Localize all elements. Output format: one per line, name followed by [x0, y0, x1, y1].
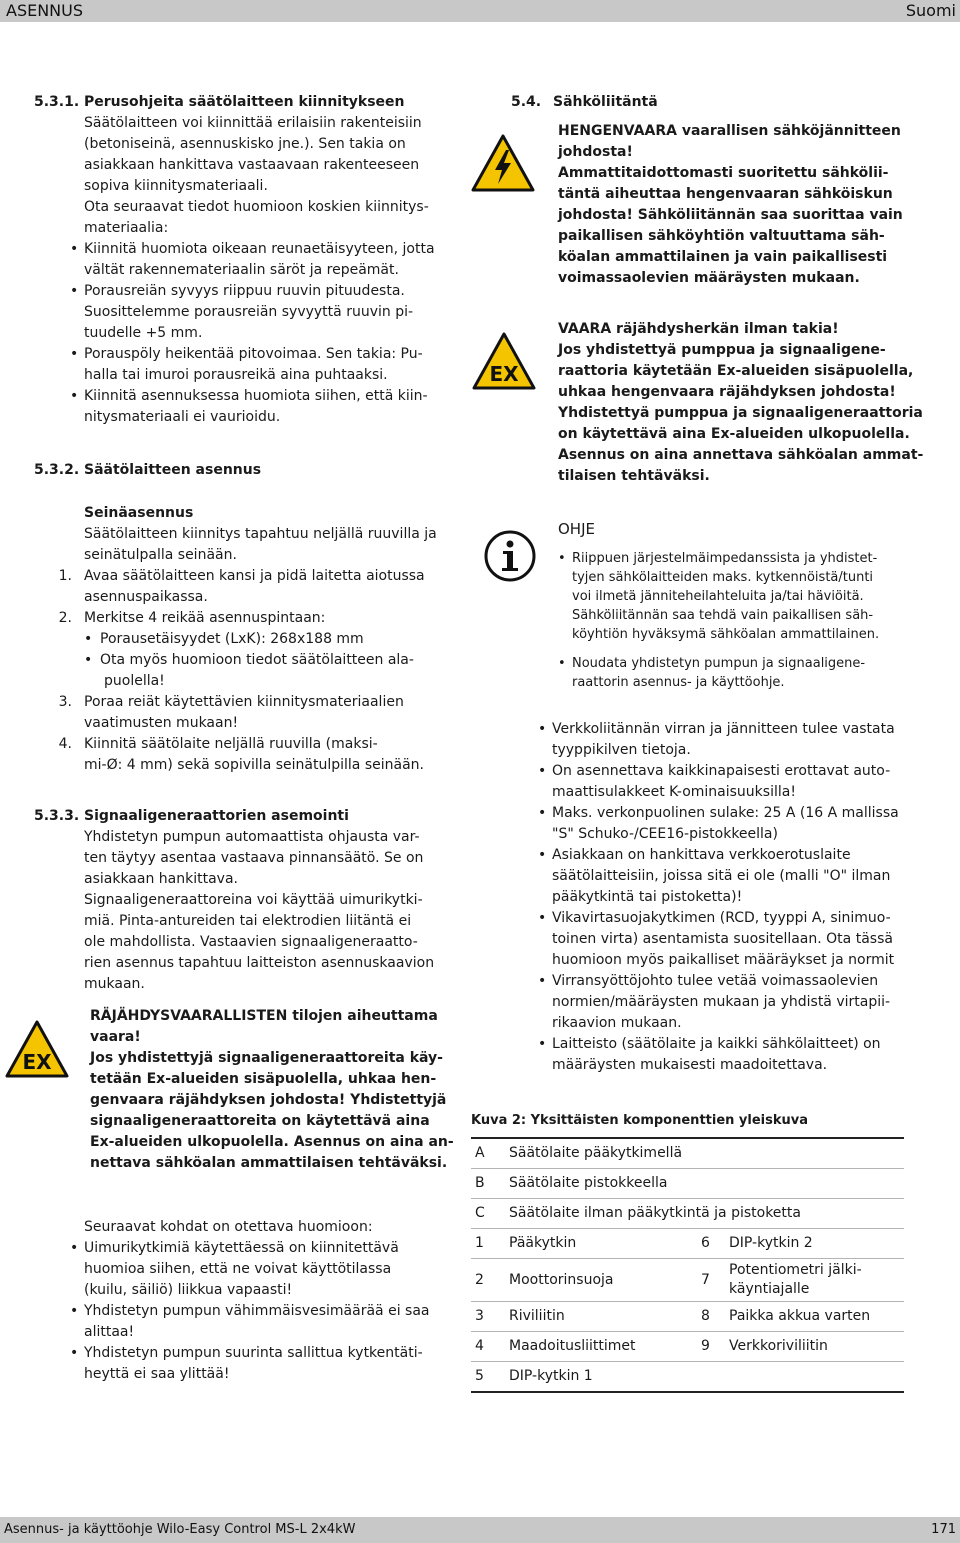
bullet-item-line: heyttä ei saa ylittää! [84, 1366, 230, 1382]
paragraph-line: sopiva kiinnitysmateriaali. [84, 178, 268, 194]
bullet-item-line: • Yhdistetyn pumpun suurinta sallittua kytkentäti- [84, 1345, 423, 1361]
section-number: 5.4. [511, 94, 542, 110]
table-cell-label [725, 1332, 904, 1362]
table-cell-key: B [471, 1169, 505, 1199]
page-number: 171 [931, 1522, 956, 1537]
bullet-item-line: nitysmateriaali ei vaurioidu. [84, 409, 281, 425]
bullet-item [84, 629, 464, 650]
bullet-item-line: "S" Schuko-/CEE16-pistokkeella) [552, 826, 778, 842]
paragraph-line: materiaalia: [84, 220, 169, 236]
table-cell-label: Säätölaite pääkytkimellä [505, 1138, 904, 1169]
section-number: 5.3.3. [34, 808, 80, 824]
section-533-body [84, 827, 464, 995]
bullet-item-line: alittaa! [84, 1324, 135, 1340]
note-bullet-line: • Riippuen järjestelmäimpedanssista ja yhdistet- [572, 551, 878, 566]
table-row [471, 1259, 904, 1302]
warning-line: Ex-alueiden ulkopuolella. Asennus on aina an- [90, 1134, 454, 1150]
paragraph-line: Ota seuraavat tiedot huomioon koskien kiinnitys- [84, 199, 429, 215]
explosion-hazard-icon [472, 332, 536, 390]
section-532-body [58, 503, 464, 776]
paragraph-line: Säätölaitteen voi kiinnittää erilaisiin rakenteisiin [84, 115, 422, 131]
bullet-item-line: Suosittelemme porausreiän syvyyttä ruuvin pi- [84, 304, 414, 320]
table-cell-label [725, 1259, 904, 1302]
paragraph-line: Seuraavat kohdat on otettava huomioon: [84, 1219, 373, 1235]
table-cell-key: 6 [697, 1229, 725, 1259]
section-title: Sähköliitäntä [553, 94, 658, 110]
section-531-body [84, 113, 464, 428]
step-line: Kiinnitä säätölaite neljällä ruuvilla (maksi- [84, 736, 378, 752]
bullet-item-line: pääkytkintä tai pistoketta)! [552, 889, 743, 905]
paragraph-line: miä. Pinta-antureiden tai elektrodien liitäntä ei [84, 913, 412, 929]
numbered-step [58, 608, 464, 629]
bullet-item [70, 239, 464, 281]
note-bullet [558, 549, 898, 644]
bullet-item-line: • Ota myös huomioon tiedot säätölaitteen ala- [100, 652, 414, 668]
step-line: Merkitse 4 reikää asennuspintaan: [84, 610, 326, 626]
table-row [471, 1302, 904, 1332]
table-cell-key: 2 [471, 1259, 505, 1302]
warning-line: Ammattitaidottomasti suoritettu sähkölii- [558, 165, 889, 181]
paragraph-line: Signaaligeneraattoreina voi käyttää uimurikytki- [84, 892, 423, 908]
table-cell-label: Moottorinsuoja [505, 1259, 697, 1302]
bullet-item-line: • On asennettava kaikkinapaisesti erottavat auto- [552, 763, 891, 779]
note-bullet-line: • Noudata yhdistetyn pumpun ja signaaligene- [572, 656, 866, 671]
warning-line: Yhdistettyä pumppua ja signaaligeneraattoria [558, 405, 923, 421]
table-row [471, 1332, 904, 1362]
bullet-item-line: halla tai imuroi porausreikä aina puhtaaksi. [84, 367, 388, 383]
bullet-item-line: • Porauspöly heikentää pitovoimaa. Sen takia: Pu- [84, 346, 423, 362]
explosion-warning-533 [90, 1006, 460, 1174]
bullet-item-line: • Kiinnitä huomiota oikeaan reunaetäisyyteen, jotta [84, 241, 435, 257]
paragraph-line: rien asennus tapahtuu laitteiston asennuskaavion [84, 955, 435, 971]
bullet-item-line: • Yhdistetyn pumpun vähimmäisvesimäärää ei saa [84, 1303, 430, 1319]
numbered-step [58, 566, 464, 608]
bullet-item-line: toinen virta) asentamista suositellaan. Ota tässä [552, 931, 893, 947]
bullet-item-line: • Verkkoliitännän virran ja jännitteen tulee vastata [552, 721, 895, 737]
electric-warning [558, 121, 938, 289]
step-number: 4. [58, 736, 72, 752]
table-cell-line: Verkkoriviliitin [729, 1338, 828, 1354]
table-cell-key [697, 1362, 725, 1393]
paragraph-line: ten täytyy asentaa vastaava pinnansäätö. Se on [84, 850, 424, 866]
bullet-item-line: tyyppikilven tietoja. [552, 742, 691, 758]
paragraph-line: Yhdistetyn pumpun automaattista ohjausta var- [84, 829, 420, 845]
table-cell-key: 1 [471, 1229, 505, 1259]
numbered-step [58, 734, 464, 776]
note-title: OHJE [558, 520, 595, 538]
paragraph-line: (betoniseinä, asennuskisko jne.). Sen takia on [84, 136, 406, 152]
table-cell-label [725, 1362, 904, 1393]
explosion-warning-54 [558, 319, 938, 487]
table-cell-key: 4 [471, 1332, 505, 1362]
header-language: Suomi [905, 1, 956, 20]
bullet-item [84, 650, 464, 692]
table-cell-label: Säätölaite ilman pääkytkintä ja pistoketta [505, 1199, 904, 1229]
warning-line: raattoria käytetään Ex-alueiden sisäpuolella, [558, 363, 914, 379]
warning-line: nettava sähköalan ammattilaisen tehtäväksi. [90, 1155, 448, 1171]
table-cell-key: 3 [471, 1302, 505, 1332]
table-cell-key: 9 [697, 1332, 725, 1362]
table-cell-label: Pääkytkin [505, 1229, 697, 1259]
section-533-notes [84, 1217, 464, 1385]
bullet-item-line: • Kiinnitä asennuksessa huomiota siihen, että kiin- [84, 388, 428, 404]
section-title: Perusohjeita säätölaitteen kiinnitykseen [84, 94, 405, 110]
note-bullets [558, 549, 898, 692]
warning-line: voimassaolevien määräysten mukaan. [558, 270, 860, 286]
warning-line: Jos yhdistettyjä signaaligeneraattoreita käy- [90, 1050, 443, 1066]
bullet-item [538, 908, 918, 971]
bullet-item-line: • Maks. verkonpuolinen sulake: 25 A (16 A mallissa [552, 805, 899, 821]
table-cell-label: Säätölaite pistokkeella [505, 1169, 904, 1199]
bullet-item-line: • Asiakkaan on hankittava verkkoerotuslaite [552, 847, 851, 863]
warning-line: köalan ammattilainen ja vain paikallisesti [558, 249, 888, 265]
bullet-item-line: • Uimurikytkimiä käytettäessä on kiinnitettävä [84, 1240, 399, 1256]
table-cell-line: käyntiajalle [729, 1281, 810, 1297]
warning-line: Asennus on aina annettava sähköalan ammat- [558, 447, 924, 463]
footer-title: Asennus- ja käyttöohje Wilo-Easy Control MS-L 2x4kW [4, 1522, 356, 1537]
bullet-item [70, 1238, 464, 1301]
paragraph-line: ole mahdollista. Vastaavien signaaligeneraatto- [84, 934, 418, 950]
bullet-item [70, 1301, 464, 1343]
page-header [0, 0, 960, 22]
bullet-item [538, 1034, 918, 1076]
section-54-bullets [538, 719, 918, 1076]
warning-line: johdosta! Sähköliitännän saa suorittaa vain [558, 207, 903, 223]
bullet-item-line: • Porausreiän syvyys riippuu ruuvin pituudesta. [84, 283, 405, 299]
bullet-item-line: huomioon myös paikalliset määräykset ja normit [552, 952, 895, 968]
warning-line: VAARA räjähdysherkän ilman takia! [558, 321, 839, 337]
step-line: Avaa säätölaitteen kansi ja pidä laitetta aiotussa [84, 568, 425, 584]
paragraph-line: asiakkaan hankittava vastaavaan rakenteeseen [84, 157, 420, 173]
warning-line: tilaisen tehtäväksi. [558, 468, 710, 484]
bullet-item-line: puolella! [104, 673, 165, 689]
bullet-item-line: • Porausetäisyydet (LxK): 268x188 mm [100, 631, 364, 647]
table-row [471, 1362, 904, 1393]
warning-line: on käytettävä aina Ex-alueiden ulkopuolella. [558, 426, 910, 442]
table-cell-label: DIP-kytkin 1 [505, 1362, 697, 1393]
note-bullet-line: tyjen sähkölaitteiden maks. kytkennöistä/tunti [572, 570, 874, 585]
paragraph-line: mukaan. [84, 976, 145, 992]
table-cell-label: Maadoitusliittimet [505, 1332, 697, 1362]
bullet-item [70, 1343, 464, 1385]
subsection-title: Seinäasennus [84, 505, 194, 521]
step-number: 3. [58, 694, 72, 710]
table-cell-key: 5 [471, 1362, 505, 1393]
step-number: 2. [58, 610, 72, 626]
warning-line: RÄJÄHDYSVAARALLISTEN tilojen aiheuttama [90, 1008, 438, 1024]
bullet-item-line: rikaavion mukaan. [552, 1015, 682, 1031]
bullet-item-line: • Laitteisto (säätölaite ja kaikki sähkölaitteet) on [552, 1036, 881, 1052]
warning-line: HENGENVAARA vaarallisen sähköjännitteen [558, 123, 901, 139]
step-sub-bullets [84, 629, 464, 692]
warning-line: Jos yhdistettyä pumppua ja signaaligene- [558, 342, 886, 358]
paragraph-line: Säätölaitteen kiinnitys tapahtuu neljällä ruuvilla ja [84, 526, 437, 542]
note-bullet-line: Sähköliitännän saa tehdä vain paikallisen säh- [572, 608, 874, 623]
step-line: mi-Ø: 4 mm) sekä sopivilla seinätulpilla seinään. [84, 757, 424, 773]
bullet-item [538, 971, 918, 1034]
numbered-step [58, 692, 464, 734]
table-cell-line: Potentiometri jälki- [729, 1262, 862, 1278]
bullet-item [538, 719, 918, 761]
step-line: Poraa reiät käytettävien kiinnitysmateriaalien [84, 694, 404, 710]
info-icon [481, 527, 539, 585]
table-cell-key: A [471, 1138, 505, 1169]
table-row [471, 1138, 904, 1169]
bullet-item-line: huomioa siihen, että ne voivat käyttötilassa [84, 1261, 392, 1277]
bullet-item-line: (kuilu, säiliö) liikkua vapaasti! [84, 1282, 293, 1298]
warning-line: johdosta! [558, 144, 633, 160]
step-line: vaatimusten mukaan! [84, 715, 239, 731]
paragraph-line: asiakkaan hankittava. [84, 871, 238, 887]
warning-line: signaaligeneraattoreita on käytettävä aina [90, 1113, 430, 1129]
table-cell-line: DIP-kytkin 2 [729, 1235, 813, 1251]
bullet-item [70, 344, 464, 386]
figure-caption: Kuva 2: Yksittäisten komponenttien yleiskuva [471, 1113, 809, 1128]
svg-text:EX: EX [22, 1050, 52, 1074]
warning-line: paikallisen sähköyhtiön valtuuttama säh- [558, 228, 885, 244]
bullet-item-line: maattisulakkeet K-ominaisuuksilla! [552, 784, 796, 800]
svg-text:EX: EX [489, 362, 519, 386]
table-cell-label [725, 1302, 904, 1332]
note-bullet-line: raattorin asennus- ja käyttöohje. [572, 675, 785, 690]
warning-line: vaara! [90, 1029, 141, 1045]
bullet-item [538, 803, 918, 845]
bullet-item-line: säätölaitteisiin, joissa sitä ei ole (malli "O" ilman [552, 868, 891, 884]
header-section: ASENNUS [6, 1, 84, 20]
table-row [471, 1199, 904, 1229]
bullet-item [70, 386, 464, 428]
section-title: Signaaligeneraattorien asemointi [84, 808, 349, 824]
table-cell-line: Paikka akkua varten [729, 1308, 871, 1324]
bullet-item-line: vältät rakennemateriaalin säröt ja repeämät. [84, 262, 399, 278]
step-number: 1. [58, 568, 72, 584]
legend-table [471, 1137, 904, 1393]
table-cell-key: C [471, 1199, 505, 1229]
step-line: asennuspaikassa. [84, 589, 208, 605]
bullet-item-line: normien/määräysten mukaan ja yhdistä virtapii- [552, 994, 891, 1010]
bullet-item [538, 761, 918, 803]
warning-line: täntä aiheuttaa hengenvaaran sähköiskun [558, 186, 893, 202]
bullet-item-line: • Virransyöttöjohto tulee vetää voimassaolevien [552, 973, 879, 989]
table-cell-label [725, 1229, 904, 1259]
electric-hazard-icon [471, 134, 535, 192]
warning-line: tetään Ex-alueiden sisäpuolella, uhkaa hen- [90, 1071, 437, 1087]
table-cell-key: 7 [697, 1259, 725, 1302]
table-row [471, 1169, 904, 1199]
bullet-item-line: • Vikavirtasuojakytkimen (RCD, tyyppi A, sinimuo- [552, 910, 891, 926]
warning-line: genvaara räjähdyksen johdosta! Yhdistettyjä [90, 1092, 447, 1108]
bullet-item-line: tuudelle +5 mm. [84, 325, 203, 341]
page-footer [0, 1517, 960, 1543]
paragraph-line: seinätulpalla seinään. [84, 547, 237, 563]
note-bullet-line: köyhtiön hyväksymä sähköalan ammattilainen. [572, 627, 880, 642]
table-cell-label: Riviliitin [505, 1302, 697, 1332]
bullet-item-line: määräysten mukaisesti maadoitettava. [552, 1057, 828, 1073]
explosion-hazard-icon [5, 1020, 69, 1078]
note-box [558, 518, 938, 540]
table-row [471, 1229, 904, 1259]
section-number: 5.3.2. [34, 462, 80, 478]
note-bullet [558, 654, 898, 692]
warning-line: uhkaa hengenvaara räjähdyksen johdosta! [558, 384, 896, 400]
section-number: 5.3.1. [34, 94, 80, 110]
note-bullet-line: voi ilmetä jänniteheilahteluita ja/tai häviöitä. [572, 589, 864, 604]
bullet-item [538, 845, 918, 908]
bullet-item [70, 281, 464, 344]
section-title: Säätölaitteen asennus [84, 462, 262, 478]
table-cell-key: 8 [697, 1302, 725, 1332]
